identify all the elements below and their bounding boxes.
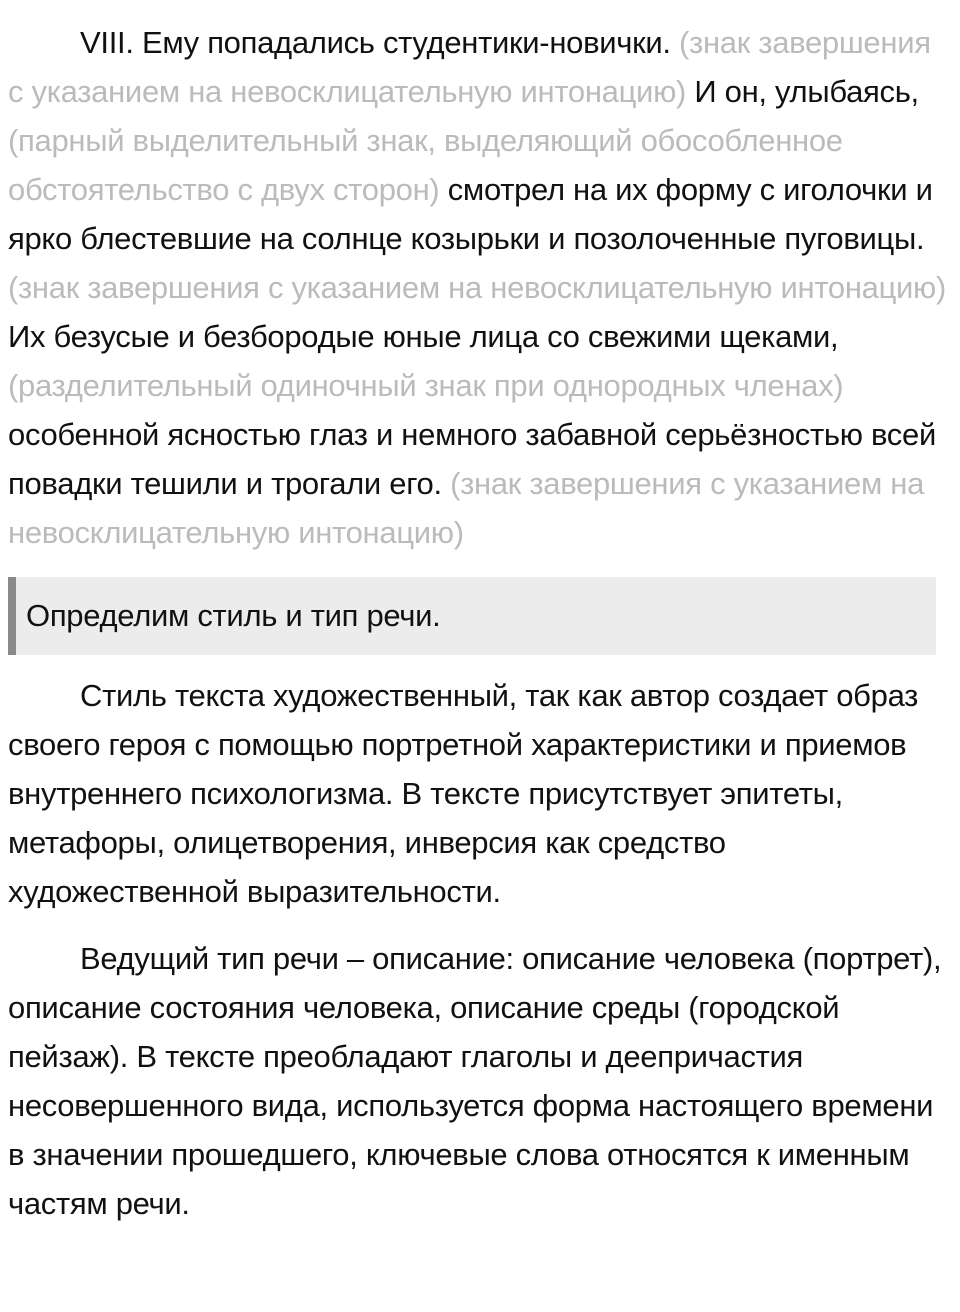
punctuation-note: (парный выделительный знак, выделяющий обособленное обстоятельство с двух сторон) xyxy=(8,123,843,207)
punctuation-note: (разделительный одиночный знак при однородных членах) xyxy=(8,368,844,403)
punctuation-analysis-paragraph xyxy=(8,18,952,557)
style-paragraph: Стиль текста художественный, так как автор создает образ своего героя с помощью портретной характеристики и приемов внутреннего психологизма. В тексте присутствует эпитеты, метафоры, олицетворения, инверсия как средство художественной выразительности. xyxy=(8,678,919,909)
sentence-text: VIII. Ему попадались студентики-новички. xyxy=(80,25,680,60)
sentence-text: Их безусые и безбородые юные лица со свежими щеками, xyxy=(8,319,839,354)
sentence-text: особенной ясностью глаз и немного забавной серьёзностью всей повадки тешили и трогали его. xyxy=(8,417,936,501)
sentence-text: смотрел на их форму с иголочки и ярко блестевшие на солнце козырьки и позолоченные пуговицы. xyxy=(8,172,933,256)
punctuation-note: (знак завершения с указанием на невосклицательную интонацию) xyxy=(8,25,931,109)
section-header xyxy=(8,577,936,655)
sentence-text: И он, улыбаясь, xyxy=(686,74,919,109)
speech-type-paragraph: Ведущий тип речи – описание: описание человека (портрет), описание состояния человека, описание среды (городской пейзаж). В тексте преобладают глаголы и деепричастия несовершенного вида, используется форма настоящего времени в значении прошедшего, ключевые слова относятся к именным частям речи. xyxy=(8,941,942,1221)
punctuation-note: (знак завершения с указанием на невосклицательную интонацию) xyxy=(8,270,947,305)
section-title: Определим стиль и тип речи. xyxy=(26,598,441,633)
punctuation-note: (знак завершения с указанием на невосклицательную интонацию) xyxy=(8,466,925,550)
